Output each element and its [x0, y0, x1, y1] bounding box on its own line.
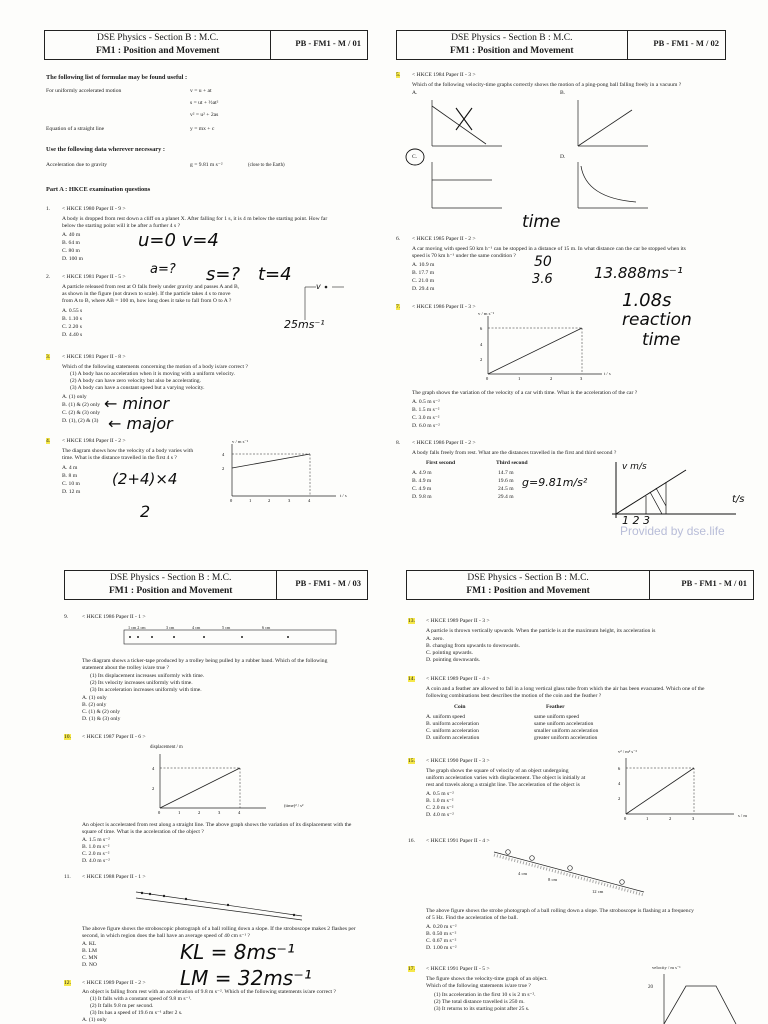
- page-code: PB - FM1 - M / 01: [681, 578, 747, 588]
- q8-source: < HKCE 1986 Paper II - 2 >: [412, 440, 476, 446]
- q4-xlabel: t / s: [340, 493, 347, 498]
- q10-number: 10.: [64, 734, 71, 740]
- q16-mark-3: 12 cm: [592, 889, 604, 894]
- handwriting-q8-g: g=9.81m/s²: [522, 476, 588, 489]
- q3-option-c: C. (2) & (3) only: [62, 410, 101, 416]
- q16-mark-2: 8 cm: [548, 877, 558, 882]
- q16-text-1: The above figure shows the strobe photograph of a ball rolling down a slope. The stroboscope is flashing at a frequency: [426, 908, 694, 914]
- line-label: Equation of a straight line: [46, 126, 105, 132]
- formula-3: v² = u² + 2as: [190, 112, 219, 118]
- q17-text-2: Which of the following statements is/are true ?: [426, 983, 531, 989]
- handwriting-q4-calc: (2+4)×4: [112, 470, 178, 488]
- handwriting-q7-2: reaction: [622, 310, 692, 330]
- q2-option-a: A. 0.55 s: [62, 308, 83, 314]
- q10-option-d: D. 4.0 m s⁻²: [82, 858, 110, 864]
- svg-text:2: 2: [480, 357, 483, 362]
- q13-source: < HKCE 1989 Paper II - 3 >: [426, 618, 490, 624]
- q11-slope-figure: [130, 882, 310, 922]
- q5-number: 5.: [396, 72, 401, 78]
- q8-d-third: 29.4 m: [498, 494, 514, 500]
- q9-tape-label-2: 3 cm: [166, 625, 175, 630]
- q3-option-a: A. (1) only: [62, 394, 87, 400]
- data-heading: Use the following data wherever necessary :: [46, 146, 166, 153]
- q5-option-a: A.: [412, 90, 418, 96]
- page-3: [0, 540, 386, 1024]
- q17-text-1: The figure shows the velocity-time graph of an object.: [426, 976, 548, 982]
- q3-text: Which of the following statements concerning the motion of a body is/are correct ?: [62, 364, 248, 370]
- q1-number: 1.: [46, 206, 51, 212]
- q14-b-feather: same uniform acceleration: [534, 721, 594, 727]
- header-title: DSE Physics - Section B : M.C.: [96, 33, 219, 43]
- q1-source: < HKCE 1980 Paper II - 9 >: [62, 206, 126, 212]
- q16-source: < HKCE 1991 Paper II - 4 >: [426, 838, 490, 844]
- q7-option-d: D. 6.0 m s⁻²: [412, 423, 440, 429]
- handwriting-q6-50: 50: [534, 254, 552, 270]
- q9-statement-1: (1) Its displacement increases uniformly with time.: [90, 673, 205, 679]
- handwriting-q8-v: v m/s: [622, 462, 647, 472]
- q9-text-2: statement about the trolley is/are true ?: [82, 665, 169, 671]
- q15-source: < HKCE 1990 Paper II - 3 >: [426, 758, 490, 764]
- q4-number: 4.: [46, 438, 51, 444]
- q15-xlabel: s / m: [738, 813, 747, 818]
- q8-d-first: D. 9.8 m: [412, 494, 432, 500]
- q12-statement-2: (2) It falls 9.8 m per second.: [90, 1003, 154, 1009]
- q16-text-2: of 5 Hz. Find the acceleration of the ball.: [426, 915, 518, 921]
- q4-option-b: B. 8 m: [62, 473, 78, 479]
- svg-text:3: 3: [218, 810, 221, 815]
- header-subtitle: FM1 : Position and Movement: [466, 586, 590, 596]
- q3-statement-3: (3) A body can have a constant speed but a varying velocity.: [70, 385, 205, 391]
- q6-number: 6.: [396, 236, 401, 242]
- q4-text-2: time. What is the distance travelled in the first 4 s ?: [62, 455, 177, 461]
- q8-number: 8.: [396, 440, 401, 446]
- q9-option-b: B. (2) only: [82, 702, 107, 708]
- svg-text:3: 3: [288, 498, 291, 503]
- q2-option-c: C. 2.20 s: [62, 324, 82, 330]
- q2-option-b: B. 1.10 s: [62, 316, 82, 322]
- q14-a-feather: same uniform speed: [534, 714, 580, 720]
- q11-option-d: D. NO: [82, 962, 97, 968]
- q5-text: Which of the following velocity-time graphs correctly shows the motion of a ping-pong ball falling freely in a vacuum ?: [412, 82, 682, 88]
- q12-option-a: A. (1) only: [82, 1017, 107, 1023]
- q17-y-tick-20: 20: [648, 985, 653, 990]
- q7-number: 7.: [396, 304, 401, 310]
- q6-text-1: A car moving with speed 50 km h⁻¹ can be stopped in a distance of 15 m. In what distance can the car be stopped when its: [412, 246, 686, 252]
- q9-statement-2: (2) Its velocity increases uniformly with time.: [90, 680, 193, 686]
- header-title: DSE Physics - Section B : M.C.: [109, 573, 232, 583]
- svg-text:0: 0: [486, 376, 489, 381]
- svg-text:2: 2: [268, 498, 271, 503]
- q1-option-b: B. 64 m: [62, 240, 80, 246]
- handwriting-q2-s: s=?: [206, 264, 241, 285]
- handwriting-q6-speed: 13.888ms⁻¹: [594, 264, 683, 282]
- q7-ylabel: v / m s⁻¹: [478, 311, 495, 316]
- formula-1: v = u + at: [190, 88, 212, 94]
- q4-option-c: C. 10 m: [62, 481, 80, 487]
- q15-option-d: D. 4.0 m s⁻²: [426, 812, 454, 818]
- svg-text:1: 1: [178, 810, 181, 815]
- svg-text:2: 2: [550, 376, 553, 381]
- q5-graph-d: [572, 158, 652, 214]
- formula-4: y = mx + c: [190, 126, 215, 132]
- q14-number: 14.: [408, 676, 415, 682]
- q10-option-a: A. 1.5 m s⁻²: [82, 837, 110, 843]
- q2-figure: [300, 282, 360, 322]
- q9-number: 9.: [64, 614, 69, 620]
- svg-text:6: 6: [618, 766, 621, 771]
- q12-source: < HKCE 1989 Paper II - 2 >: [82, 980, 146, 986]
- q11-option-c: C. MN: [82, 955, 98, 961]
- q12-number: 12.: [64, 980, 71, 986]
- q6-option-a: A. 10.9 m: [412, 262, 435, 268]
- q8-text: A body falls freely from rest. What are the distances travelled in the first and third second ?: [412, 450, 617, 456]
- g-value: g = 9.81 m s⁻²: [190, 162, 223, 168]
- svg-text:3: 3: [580, 376, 583, 381]
- svg-text:2: 2: [618, 796, 621, 801]
- handwriting-q2-a: a=?: [150, 262, 176, 277]
- q11-text-1: The above figure shows the stroboscopic photograph of a ball rolling down a slope. If the stroboscope makes 2 flashes per: [82, 926, 356, 932]
- q7-xlabel: t / s: [604, 371, 611, 376]
- q13-option-a: A. zero.: [426, 636, 444, 642]
- handwriting-q7-1: 1.08s: [622, 290, 672, 311]
- q1-option-c: C. 80 m: [62, 248, 80, 254]
- q8-col-third: Third second: [496, 460, 528, 466]
- q14-d-coin: D. uniform acceleration: [426, 735, 480, 741]
- svg-text:4: 4: [222, 452, 225, 457]
- q10-xlabel: (time)² / s²: [284, 803, 304, 808]
- q3-option-d: D. (1), (2) & (3): [62, 418, 99, 424]
- handwriting-q2-speed: 25ms⁻¹: [284, 318, 325, 331]
- q15-ylabel: v² / m² s⁻²: [618, 749, 637, 754]
- q15-text-2: uniform acceleration varies with displacement. The object is initially at: [426, 775, 586, 781]
- uam-label: For uniformly accelerated motion: [46, 88, 122, 94]
- page-2: [386, 0, 768, 540]
- q16-option-c: C. 0.67 m s⁻²: [426, 938, 457, 944]
- q9-option-a: A. (1) only: [82, 695, 107, 701]
- svg-text:1: 1: [518, 376, 521, 381]
- q15-option-a: A. 0.5 m s⁻²: [426, 791, 454, 797]
- q4-source: < HKCE 1984 Paper II - 2 >: [62, 438, 126, 444]
- q2-option-d: D. 4.40 s: [62, 332, 83, 338]
- q7-text: The graph shows the variation of the velocity of a car with time. What is the acceleration of the car ?: [412, 390, 638, 396]
- q15-option-b: B. 1.0 m s⁻²: [426, 798, 454, 804]
- q17-statement-1: (1) Its acceleration in the first 10 s is 2 m s⁻².: [434, 992, 536, 998]
- handwriting-q11-lm: LM = 32ms⁻¹: [180, 966, 312, 990]
- handwriting-q3-minor: ← minor: [104, 394, 170, 413]
- q14-source: < HKCE 1989 Paper II - 4 >: [426, 676, 490, 682]
- handwriting-q6-time: time: [522, 212, 561, 232]
- svg-text:2: 2: [222, 466, 225, 471]
- svg-text:0: 0: [624, 816, 627, 821]
- q12-statement-3: (3) Its has a speed of 19.6 m s⁻¹ after 2 s.: [90, 1010, 183, 1016]
- watermark: Provided by dse.life: [620, 524, 725, 538]
- q1-text-1: A body is dropped from rest down a cliff on a planet X. After falling for 1 s, it is 4 m below the starting point. How far: [62, 216, 328, 222]
- page-header: [44, 30, 368, 60]
- q5-graph-b: [572, 96, 652, 152]
- svg-text:2: 2: [152, 786, 155, 791]
- q5-option-b: B.: [560, 90, 566, 96]
- q17-ylabel: velocity / m s⁻¹: [652, 965, 681, 970]
- handwriting-q11-kl: KL = 8ms⁻¹: [180, 940, 295, 964]
- page-code: PB - FM1 - M / 02: [653, 38, 719, 48]
- q10-text-1: An object is accelerated from rest along a straight line. The above graph shows the variation of its displacement with the: [82, 822, 352, 828]
- q3-source: < HKCE 1981 Paper II - 8 >: [62, 354, 126, 360]
- q8-sketch: [606, 460, 746, 520]
- q16-number: 16.: [408, 838, 415, 844]
- q11-option-b: B. LM: [82, 948, 97, 954]
- q7-option-a: A. 0.5 m s⁻²: [412, 399, 440, 405]
- q14-text-2: following combinations best describes the motion of the coin and the feather ?: [426, 693, 602, 699]
- q10-source: < HKCE 1987 Paper II - 6 >: [82, 734, 146, 740]
- q8-c-first: C. 4.9 m: [412, 486, 432, 492]
- svg-text:0: 0: [158, 810, 161, 815]
- q4-text-1: The diagram shows how the velocity of a body varies with: [62, 448, 194, 454]
- q13-text: A particle is thrown vertically upwards. When the particle is at the maximum height, its acceleration is: [426, 628, 656, 634]
- q15-text-3: rest and travels along a straight line. The acceleration of the object is: [426, 782, 580, 788]
- q3-option-b: B. (1) & (2) only: [62, 402, 101, 408]
- g-note: (close to the Earth): [248, 163, 285, 168]
- svg-text:6: 6: [480, 326, 483, 331]
- svg-text:0: 0: [230, 498, 233, 503]
- q10-ylabel: displacement / m: [150, 745, 183, 750]
- q16-option-b: B. 0.50 m s⁻²: [426, 931, 457, 937]
- q14-text-1: A coin and a feather are allowed to fall in a long vertical glass tube from which the air has been evacuated. Which one of the: [426, 686, 705, 692]
- q5-graph-c: [426, 158, 506, 214]
- q9-source: < HKCE 1986 Paper II - 1 >: [82, 614, 146, 620]
- q5-source: < HKCE 1984 Paper II - 3 >: [412, 72, 476, 78]
- q2-number: 2.: [46, 274, 51, 280]
- q5-option-c: C.: [412, 154, 418, 160]
- q9-statement-3: (3) Its acceleration increases uniformly with time.: [90, 687, 202, 693]
- q8-c-third: 24.5 m: [498, 486, 514, 492]
- page-code: PB - FM1 - M / 03: [295, 578, 361, 588]
- svg-text:3: 3: [692, 816, 695, 821]
- q7-velocity-graph: [474, 312, 614, 382]
- q14-col-coin: Coin: [454, 704, 466, 710]
- q7-source: < HKCE 1986 Paper II - 3 >: [412, 304, 476, 310]
- q17-number: 17.: [408, 966, 415, 972]
- q11-option-a: A. KL: [82, 941, 97, 947]
- q15-option-c: C. 2.0 m s⁻²: [426, 805, 454, 811]
- q3-number: 3.: [46, 354, 51, 360]
- svg-text:2: 2: [669, 816, 672, 821]
- q4-ylabel: v / m s⁻¹: [232, 439, 249, 444]
- q16-option-a: A. 0.20 m s⁻²: [426, 924, 457, 930]
- q4-option-a: A. 4 m: [62, 465, 78, 471]
- q13-option-c: C. pointing upwards.: [426, 650, 473, 656]
- q13-option-d: D. pointing downwards.: [426, 657, 481, 663]
- q5-graph-a: [426, 96, 506, 152]
- formula-heading: The following list of formulae may be found useful :: [46, 74, 188, 81]
- q9-tape-label-3: 4 cm: [192, 625, 201, 630]
- page-4: [386, 540, 768, 1024]
- q10-displacement-graph: [148, 750, 278, 816]
- q11-number: 11.: [64, 874, 71, 880]
- q13-option-b: B. changing from upwards to downwards.: [426, 643, 520, 649]
- handwriting-q4-div: 2: [140, 502, 151, 521]
- q6-text-2: speed is 70 km h⁻¹ under the same condition ?: [412, 253, 516, 259]
- handwriting-q2-t: t=4: [258, 264, 292, 285]
- q8-b-first: B. 4.9 m: [412, 478, 432, 484]
- header-subtitle: FM1 : Position and Movement: [108, 586, 233, 596]
- q10-option-c: C. 2.0 m s⁻²: [82, 851, 110, 857]
- q9-option-d: D. (1) & (3) only: [82, 716, 121, 722]
- page-header: [396, 30, 726, 60]
- q6-option-d: D. 29.4 m: [412, 286, 435, 292]
- q1-option-a: A. 40 m: [62, 232, 81, 238]
- q15-number: 15.: [408, 758, 415, 764]
- svg-text:4: 4: [308, 498, 311, 503]
- q4-option-d: D. 12 m: [62, 489, 81, 495]
- q9-text-1: The diagram shows a ticker-tape produced by a trolley being pulled by a rubber band. Which of the following: [82, 658, 328, 664]
- q11-source: < HKCE 1988 Paper II - 1 >: [82, 874, 146, 880]
- handwriting-q2-v: v: [316, 282, 321, 291]
- page-header: [406, 570, 754, 600]
- page-header: [64, 570, 368, 600]
- q2-source: < HKCE 1981 Paper II - 5 >: [62, 274, 126, 280]
- q8-col-first: First second: [426, 460, 456, 466]
- q2-text-2: as shown in the figure (not drawn to scale). If the particle takes 4 s to move: [62, 291, 231, 297]
- q16-option-d: D. 1.00 m s⁻²: [426, 945, 457, 951]
- handwriting-q8-nums: 1 2 3: [622, 514, 650, 527]
- q17-velocity-graph: [656, 970, 756, 1024]
- svg-text:1: 1: [249, 498, 252, 503]
- handwriting-q7-3: time: [642, 330, 681, 350]
- q7-option-c: C. 3.0 m s⁻²: [412, 415, 440, 421]
- handwriting-q1: u=0 v=4: [138, 230, 219, 251]
- q14-c-feather: smaller uniform acceleration: [534, 728, 599, 734]
- q8-a-third: 14.7 m: [498, 470, 514, 476]
- q9-tape-label-1: 1 cm 2 cm: [128, 625, 146, 630]
- q6-option-c: C. 21.0 m: [412, 278, 435, 284]
- page-code: PB - FM1 - M / 01: [295, 38, 361, 48]
- header-title: DSE Physics - Section B : M.C.: [467, 573, 589, 583]
- part-heading: Part A : HKCE examination questions: [46, 186, 151, 193]
- q2-text-1: A particle released from rest at O falls freely under gravity and passes A and B,: [62, 284, 240, 290]
- q17-statement-3: (3) It returns to its starting point after 25 s.: [434, 1006, 530, 1012]
- handwriting-q6-3-6: 3.6: [532, 272, 553, 287]
- q14-c-coin: C. uniform acceleration: [426, 728, 479, 734]
- q14-b-coin: B. uniform acceleration: [426, 721, 479, 727]
- q12-statement-1: (1) It falls with a constant speed of 9.8 m s⁻¹.: [90, 996, 192, 1002]
- q16-slope-figure: [490, 846, 650, 902]
- q3-statement-2: (2) A body can have zero velocity but also be accelerating.: [70, 378, 201, 384]
- header-subtitle: FM1 : Position and Movement: [95, 46, 220, 56]
- g-label: Acceleration due to gravity: [46, 162, 108, 168]
- q1-option-d: D. 100 m: [62, 256, 83, 262]
- q17-source: < HKCE 1991 Paper II - 5 >: [426, 966, 490, 972]
- q13-number: 13.: [408, 618, 415, 624]
- svg-text:4: 4: [480, 342, 483, 347]
- q5-option-d: D.: [560, 154, 566, 160]
- q11-text-2: second, in which region does the ball have an average speed of 40 cm s⁻¹ ?: [82, 933, 251, 939]
- svg-text:4: 4: [618, 781, 621, 786]
- q1-text-2: below the starting point will it be after a further 4 s ?: [62, 223, 181, 229]
- q8-a-first: A. 4.9 m: [412, 470, 432, 476]
- q7-option-b: B. 1.5 m s⁻²: [412, 407, 440, 413]
- q8-b-third: 19.6 m: [498, 478, 514, 484]
- q15-v2-graph: [614, 754, 744, 824]
- svg-text:1: 1: [646, 816, 649, 821]
- handwriting-q8-t: t/s: [732, 494, 745, 505]
- svg-text:4: 4: [152, 766, 155, 771]
- q9-tape-label-5: 6 cm: [262, 625, 271, 630]
- q10-text-2: square of time. What is the acceleration of the object ?: [82, 829, 204, 835]
- q5-answer-circle: [404, 146, 426, 168]
- q17-statement-2: (2) The total distance travelled is 250 m.: [434, 999, 525, 1005]
- svg-text:2: 2: [198, 810, 201, 815]
- q15-text-1: The graph shows the square of velocity of an object undergoing: [426, 768, 569, 774]
- formula-2: s = ut + ½at²: [190, 100, 219, 106]
- page-1: [0, 0, 386, 540]
- q6-source: < HKCE 1985 Paper II - 2 >: [412, 236, 476, 242]
- header-subtitle: FM1 : Position and Movement: [450, 46, 574, 56]
- q14-d-feather: greater uniform acceleration: [534, 735, 598, 741]
- q9-option-c: C. (1) & (2) only: [82, 709, 121, 715]
- q12-text: An object is falling from rest with an acceleration of 9.8 m s⁻². Which of the following statements is/are correct ?: [82, 989, 336, 995]
- q3-statement-1: (1) A body has no acceleration when it is moving with a uniform velocity.: [70, 371, 235, 377]
- q9-tape-label-4: 5 cm: [222, 625, 231, 630]
- q14-col-feather: Feather: [546, 704, 565, 710]
- q14-a-coin: A. uniform speed: [426, 714, 465, 720]
- svg-text:4: 4: [238, 810, 241, 815]
- q2-text-3: from A to B, where AB = 100 m, how long does it take to fall from O to A ?: [62, 298, 232, 304]
- q16-mark-1: 4 cm: [518, 871, 528, 876]
- q6-option-b: B. 17.7 m: [412, 270, 435, 276]
- q10-option-b: B. 1.0 m s⁻²: [82, 844, 110, 850]
- handwriting-q3-major: ← major: [108, 414, 173, 433]
- q4-velocity-graph: [218, 440, 348, 504]
- header-title: DSE Physics - Section B : M.C.: [451, 33, 573, 43]
